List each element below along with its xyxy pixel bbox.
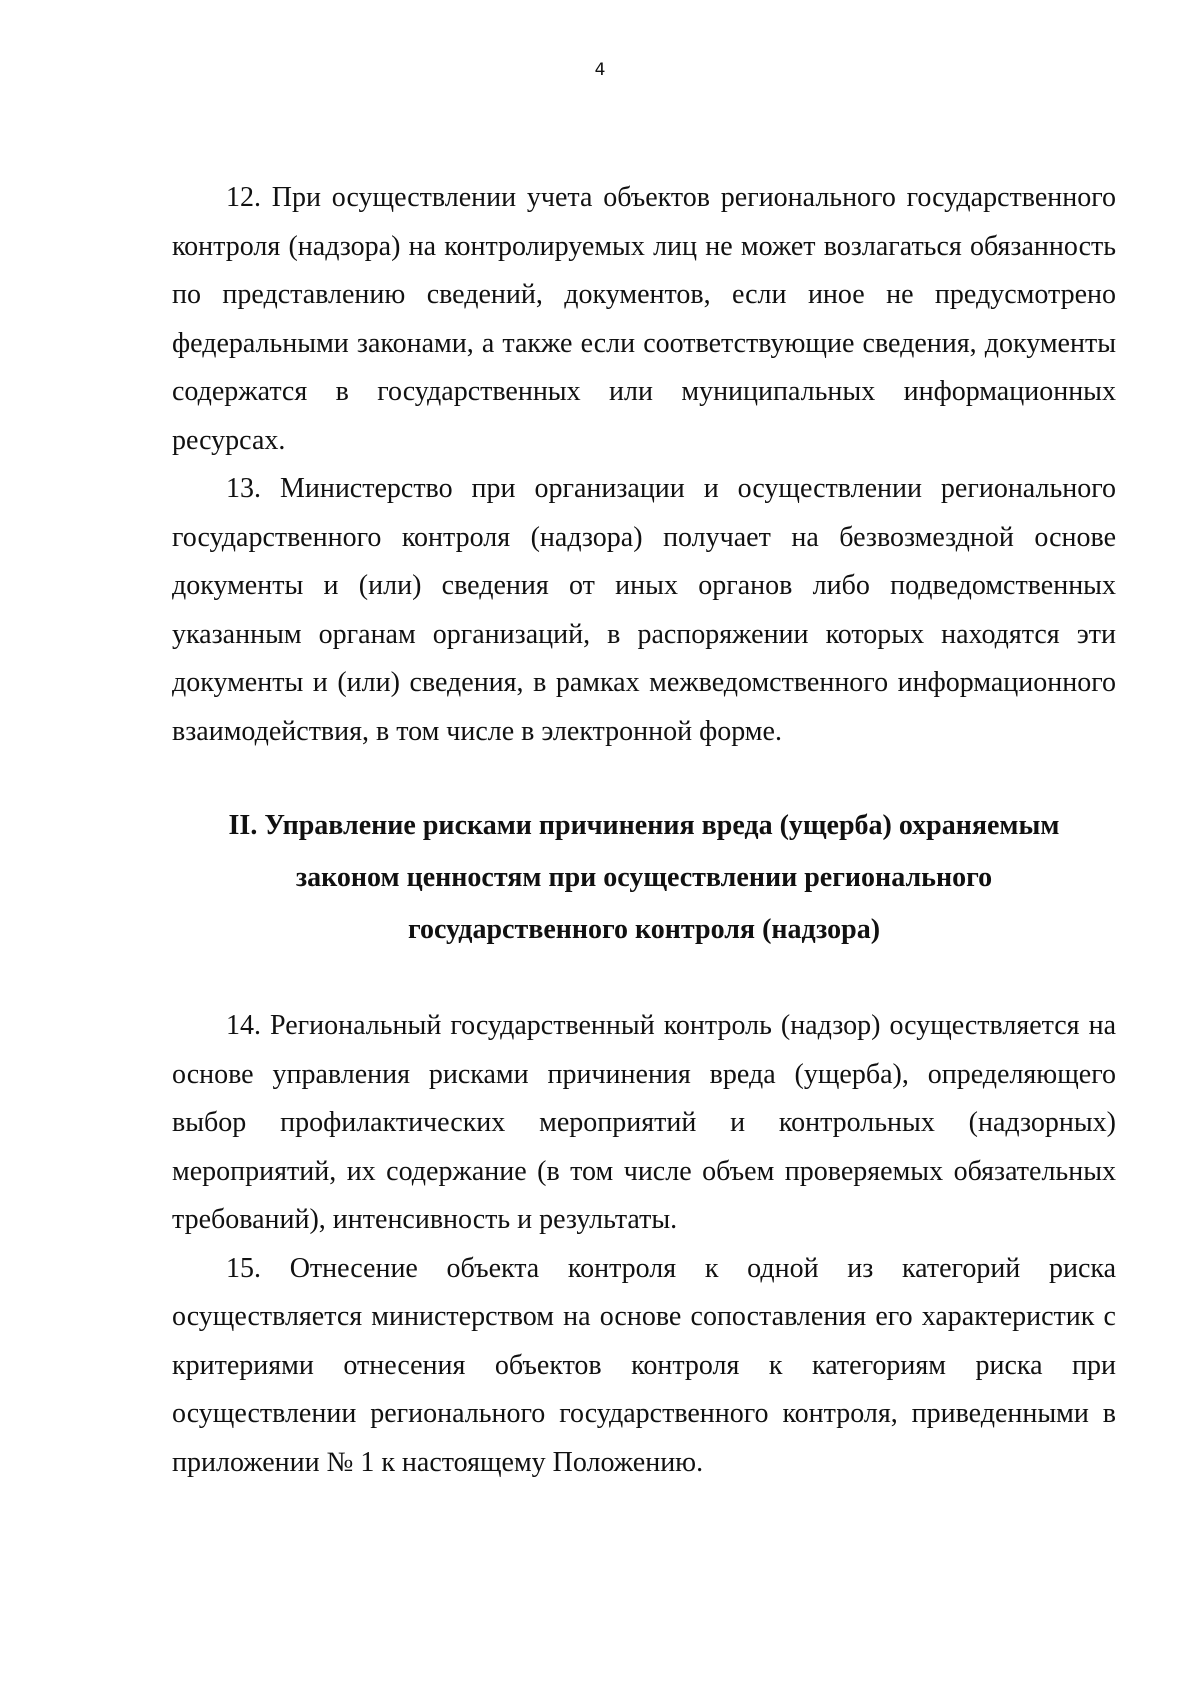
paragraph-14: 14. Региональный государственный контроль (надзор) осуществляется на основе управления рисками причинения вреда (ущерба), определяющего выбор профилактических мероприятий и контрольных (надзорных) мероприятий, их содержание (в том числе объем проверяемых обязательных требований), интенсивность и результаты. <box>172 1010 1116 1235</box>
paragraph-15: 15. Отнесение объекта контроля к одной из категорий риска осуществляется министерством на основе сопоставления его характеристик с критериями отнесения объектов контроля к категориям риска при осуществлении регионального государственного контроля, приведенными в приложении № 1 к настоящему Положению. <box>172 1252 1116 1478</box>
page-number: 4 <box>594 60 606 80</box>
paragraphs-before-section <box>172 174 1116 756</box>
paragraph-12: 12. При осуществлении учета объектов регионального государственного контроля (надзора) на контролируемых лиц не может возлагаться обязанность по представлению сведений, документов, если иное не предусмотрено федеральными законами, а также если соответствующие сведения, документы содержатся в государственных или муниципальных информационных ресурсах. <box>172 182 1116 456</box>
section-heading <box>172 800 1116 956</box>
paragraph-13: 13. Министерство при организации и осуществлении регионального государственного контроля (надзора) получает на безвозмездной основе документы и (или) сведения от иных органов либо подведомственных указанным органам организаций, в распоряжении которых находятся эти документы и (или) сведения, в рамках межведомственного информационного взаимодействия, в том числе в электронной форме. <box>172 473 1116 747</box>
section-heading-line-1: II. Управление рисками причинения вреда (ущерба) охраняемым <box>228 810 1060 841</box>
section-heading-line-2: законом ценностям при осуществлении регионального <box>295 862 993 893</box>
section-heading-line-3: государственного контроля (надзора) <box>407 914 881 945</box>
paragraphs-after-section <box>172 1002 1116 1487</box>
